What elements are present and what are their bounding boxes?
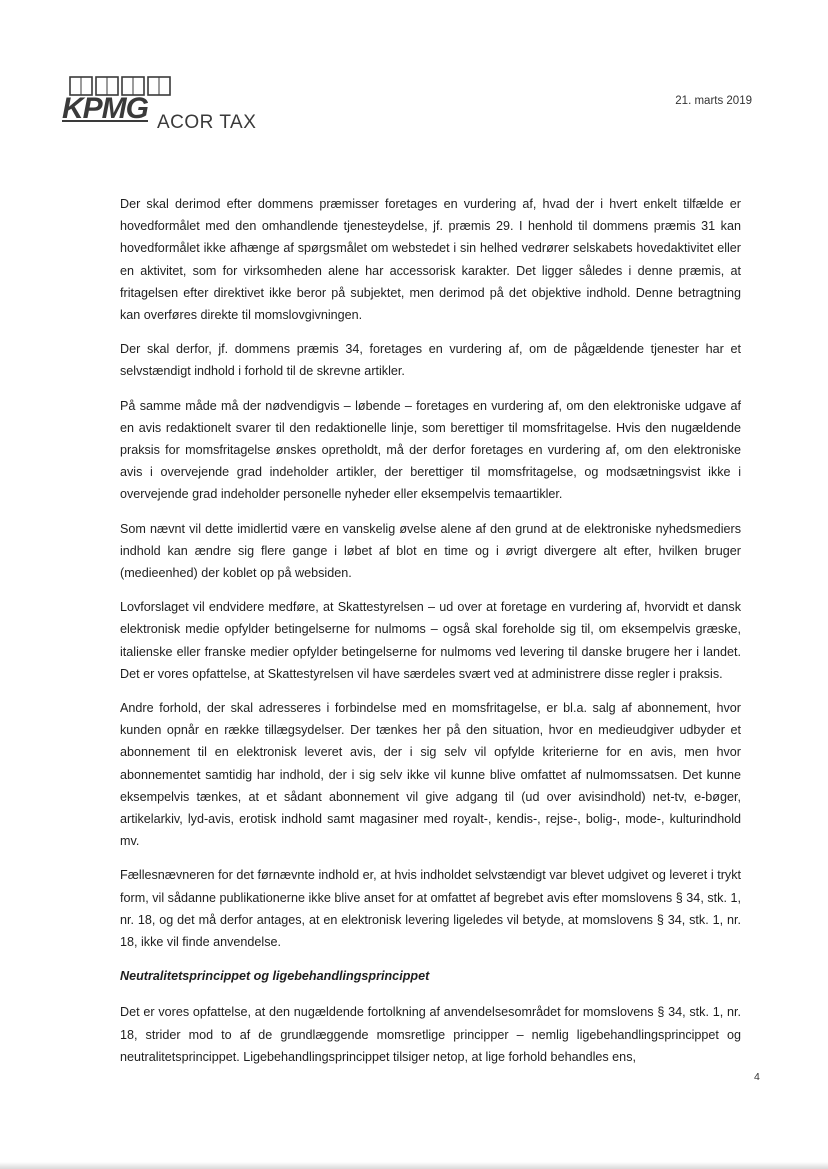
paragraph: Der skal derimod efter dommens præmisser foretages en vurdering af, hvad der i hvert enkelt tilfælde er hovedformålet med den omhandlende tjenesteydelse, jf. præmis 29. I henhold til dommens præmis 31 kan hovedformålet ikke afhænge af spørgsmålet om webstedet i sin helhed vedrører selskabets hovedaktivitet eller en aktivitet, som for virksomheden alene har accessorisk karakter. Det ligger således i denne præmis, at fritagelsen efter direktivet ikke beror på subjektet, men derimod på det objektive indhold. Denne betragtning kan overføres direkte til momslovgivningen. xyxy=(120,197,741,323)
document-body xyxy=(120,193,741,1080)
paragraph: Det er vores opfattelse, at den nugældende fortolkning af anvendelsesområdet for momslovens § 34, stk. 1, nr. 18, strider mod to af de grundlæggende momsretlige principper – nemlig ligebehandlingsprincippet og neutralitetsprincippet. Ligebehandlingsprincippet tilsiger netop, at lige forhold behandles ens, xyxy=(120,1005,741,1064)
paragraph: Andre forhold, der skal adresseres i forbindelse med en momsfritagelse, er bl.a. salg af abonnement, hvor kunden opnår en række tillægsydelser. Der tænkes her på den situation, hvor en medieudgiver udbyder et abonnement til en elektronisk leveret avis, der i sig selv vil opfylde kriterierne for en avis, men hvor abonnementet samtidig har indhold, der i sig selv ikke vil kunne blive omfattet af nulmomssatsen. Det kunne eksempelvis tænkes, at et sådant abonnement vil give adgang til (ud over avisindhold) net-tv, e-bøger, artikelarkiv, lyd-avis, erotisk indhold samt magasiner med royalt-, kendis-, rejse-, bolig-, mode-, kulturindhold mv. xyxy=(120,701,741,849)
logo-subtitle: ACOR TAX xyxy=(157,112,257,133)
logo-wordmark: KPMG xyxy=(62,92,148,125)
paragraph: På samme måde må der nødvendigvis – løbende – foretages en vurdering af, om den elektroniske udgave af en avis redaktionelt svarer til den redaktionelle linje, som berettiger til momsfritagelse. Hvis den nugældende praksis for momsfritagelse ønskes opretholdt, må der derfor foretages en vurdering af, om den elektroniske avis i overvejende grad indeholder artikler, der berettiger til momsfritagelse, og modsætningsvist ikke i overvejende grad indeholder personelle nyheder eller eksempelvis temaartikler. xyxy=(120,398,741,502)
page-number: 4 xyxy=(754,1071,760,1083)
paragraph: Som nævnt vil dette imidlertid være en vanskelig øvelse alene af den grund at de elektroniske nyhedsmediers indhold kan ændre sig flere gange i løbet af blot en time og i øvrigt divergere alt efter, hvilken bruger (medieenhed) der koblet op på websiden. xyxy=(120,521,741,581)
paragraph: Fællesnævneren for det førnævnte indhold er, at hvis indholdet selvstændigt var blevet udgivet og leveret i trykt form, vil sådanne publikationerne ikke blive anset for at omfattet af begrebet avis efter momslovens § 34, stk. 1, nr. 18, og det må derfor antages, at en elektronisk levering ligeledes vil betyde, at momslovens § 34, stk. 1, nr. 18, ikke vil finde anvendelse. xyxy=(120,868,741,950)
kpmg-logo xyxy=(62,76,272,138)
paragraph: Lovforslaget vil endvidere medføre, at Skattestyrelsen – ud over at foretage en vurdering af, hvorvidt et dansk elektronisk medie opfylder betingelserne for nulmoms – også skal foreholde sig til, om eksempelvis græske, italienske eller franske medier opfylder betingelserne for nulmoms ved levering til danske brugere her i landet. Det er vores opfattelse, at Skattestyrelsen vil have særdeles svært ved at administrere disse regler i praksis. xyxy=(120,600,741,681)
paragraph: Der skal derfor, jf. dommens præmis 34, foretages en vurdering af, om de pågældende tjenester har et selvstændigt indhold i forhold til de skrevne artikler. xyxy=(120,342,741,379)
scan-bottom-edge xyxy=(0,1162,828,1169)
document-date: 21. marts 2019 xyxy=(675,95,752,107)
section-heading: Neutralitetsprincippet og ligebehandlingsprincippet xyxy=(120,969,430,984)
